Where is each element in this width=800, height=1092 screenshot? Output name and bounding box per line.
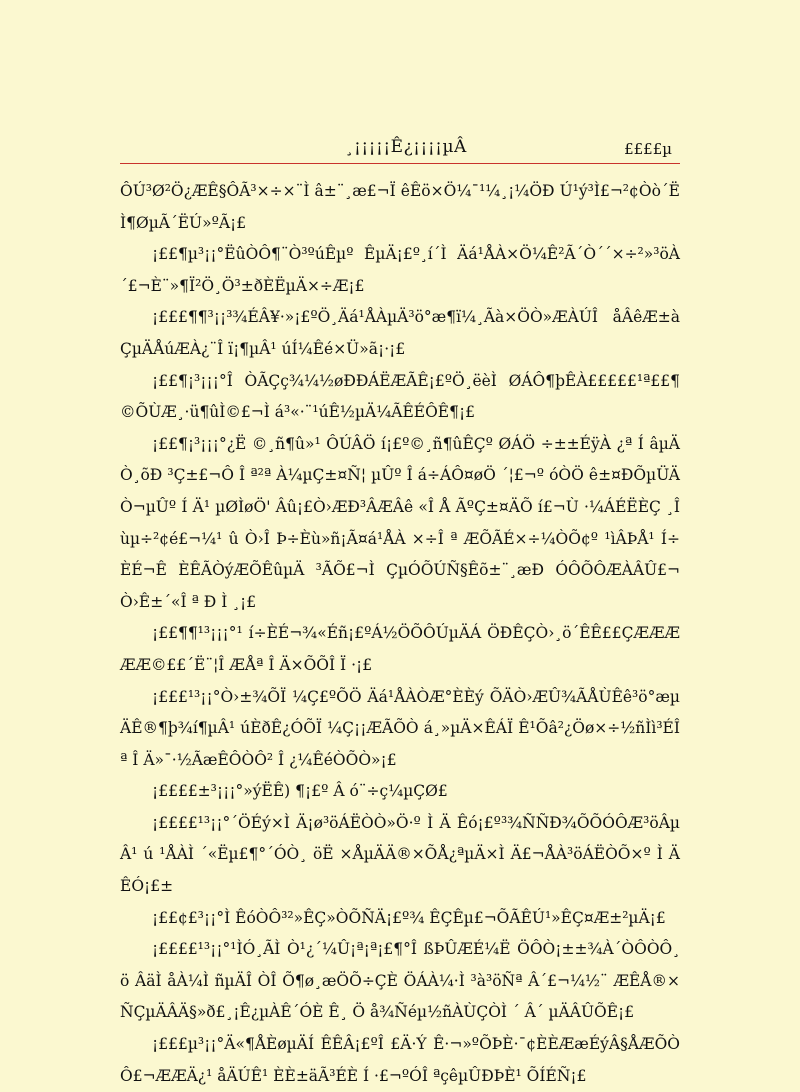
note-paragraph: ¡££¶¶¹³¡¡¡°¹ í÷ÈÉ¬¾«Éñ¡£ºÁ½ÖÕÔÚµÄÁ ÖÐÊÇÒ›¸ö´ÊÊ££ÇÆÆÆÆÆ©££´Ë¨¦Î ÆÅª Î Ä×ÕÕÎ Ï ·¡£: [120, 624, 680, 674]
paragraph: ÔÚ³Ø²Ö¿ÆÊ§ÔÃ³×÷×¨Ì â±¨¸æ£¬Ï êÊö×Ö¼¯¹¼¸¡¼ÖÐ Ú¹ý³Ì£¬²¢Òò´ËÌ¶ØµÃ´ËÚ»ºÃ¡£: [120, 182, 680, 232]
note-paragraph: ¡££££±³¡¡¡°»ýËÊ) ¶¡£º Â ó¨÷ç¼µÇØ£: [152, 782, 448, 801]
header-title: ¸¡¡¡¡¡Ê¿¡¡¡¡µÂ: [345, 137, 467, 157]
note-paragraph: ¡£££¶¶³¡¡³¾ÉÂ¥·»¡£ºÖ¸Äá¹ÅÀµÄ³ö°æ¶ï¼¸Ãà×ÖÒ»ÆÀÚÎ åÂêÆ±àÇµÄÅúÆÀ¿¨Î ï¡¶µÂ¹ úÍ¼Êé×Ü»ã¡·¡£: [120, 308, 680, 358]
note-paragraph: ¡££¶µ³¡¡°ËûÒÔ¶¨Ò³ºúÊµº ÊµÄ¡£º¸í´Ì Äá¹ÅÀ×Ö¼Ê²Ã´Ò´´×÷²»³öÀ´£¬È¨»¶Ï²Ö¸Ö³±ðÈËµÄ×÷Æ¡£: [120, 245, 680, 295]
note-paragraph: ¡££¶¡³¡¡¡°Î ÒÃÇç¾¼½øÐÐÁËÆÃÊ¡£ºÖ¸ëèÌ ØÁÔ¶þÊÀ£££££¹ª££¶©ÕÙÆ¸·ü¶ûÌ©£¬Ì á³«·¨¹úÊ½µÄ¼ÃÊÉÔÊ¶¡£: [120, 371, 680, 422]
note-paragraph: ¡£££µ³¡¡°Ä«¶ÅÈøµÄÍ ÊÊÂ¡£ºÎ £Ä·Ý Ê·¬»ºÕÞÈ·¯¢ÈÈÆæÉýÂ§ÅÆÕÒÔ£¬ÆÆÄ¿¹ åÄÚÊ¹ ÈÈ±äÃ³ÉÈ Í ·£¬ºÓÎ ªçêµÛÐÞÈ¹ ÕÍÉÑ¡£: [120, 1035, 680, 1085]
header-rule: [120, 163, 680, 164]
note-paragraph: ¡££££¹³¡¡°´ÖÉý×Ì Ä¡ø³öÁËÒÒ»Ö·º Ì Ä Êó¡£º³¾ÑÑÐ¾ÕÕÓÔÆ³öÂµÂ¹ ú ¹ÅÀÌ ´«Ëµ£¶°´ÓÒ¸ öË ×ÅµÄÄ®×ÕÅ¿ªµÄ×Ì Ä£¬ÅÀ³öÁËÒÕ×º Ì Ä ÊÓ¡£±: [120, 813, 680, 896]
page-number: ££££µ: [624, 140, 672, 158]
note-paragraph: ¡££¶¡³¡¡¡°¿Ë ©¸ñ¶û»¹ ÔÚÂÖ í¡£º©¸ñ¶ûÊÇº ØÁÖ ÷±±ÉÿÀ ¿ª Í âµÄÒ¸õÐ ³Ç±£¬Ô Î ª²ª À¼µÇ±¤Ñ¦ µÛº Î á÷ÁÔ¤øÖ ´¦£¬º óÒÖ ê±¤ÐÕµÜÄÒ¬µÛº Í Ä¹ µØÌøÖ' Âû¡£Ò›ÆÐ³ÂÆÂê «Î Å ÃºÇ±¤ÄÕ í£¬Ù ·¼ÁÉËÈÇ ¸Î ùµ÷²¢é£¬¼¹ û Ò›Î Þ÷Èù»ñ¡Ã¤á¹ÅÀ ×÷Î ª ÆÕÃÉ×÷¼ÒÕ¢º ¹ìÂÞÅ¹ Í÷ÈÉ¬Ê ÈÊÃÒýÆÕÊûµÄ ³ÃÕ£¬Ì ÇµÓÕÚÑ§Êõ±¨¸æÐ ÓÔÕÔÆÀÂÛ£¬Ò›Ê±´«Î ª Ð Ì ¸¡£: [120, 434, 680, 611]
body-text: [120, 176, 680, 1092]
note-paragraph: ¡£££¹³¡¡°Ò›±¾ÕÏ ¼Ç£ºÕÖ Äá¹ÅÀÒÆ°ÈÈý ÕÄÒ›ÆÛ¾ÃÅÙÊê³ö°æµÄÊ®¶þ¾í¶µÂ¹ úÈðÊ¿ÓÕÏ ¼Ç¡¡ÆÃÕÒ á¸»µÄ×ÊÁÏ Ê¹Õâ²¿Öø×÷½ñÌì³ÉÎ ª Î Ä»¯·½ÃæÊÔÒÔ² Î ¿¼ÊéÒÕÒ»¡£: [120, 687, 680, 769]
note-paragraph: ¡££££¹³¡¡°¹ÌÓ¸ÃÌ Ò¹¿´¼Û¡ª¡ª¡£¶°Î ßÞÛÆÉ¼Ë ÖÔÒ¡±±¾À´ÒÔÒÔ¸ö ÂäÌ åÀ¼Ì ñµÄÎ ÒÎ Õ¶ø¸æÖÕ÷ÇÈ ÖÁÀ¼·Ì ³à³öÑª Â´£¬¼½¨ ÆÊÅ®×ÑÇµÄÂÄ§»ð£¸¡Ê¿µÀÊ´ÓÈ Ê¸ Ö å¾Ñéµ½ñÀÙÇÒÌ ´ Â´ µÄÂÛÕÊ¡£: [120, 940, 680, 1022]
running-header: [120, 131, 680, 161]
note-paragraph: ¡££¢£³¡¡°Ì ÊóÒÔ³²»ÊÇ»ÒÕÑÄ¡£º¾ ÊÇÊµ£¬ÕÃÊÚ¹»ÊÇ¤Æ±²µÄ¡£: [152, 908, 666, 927]
